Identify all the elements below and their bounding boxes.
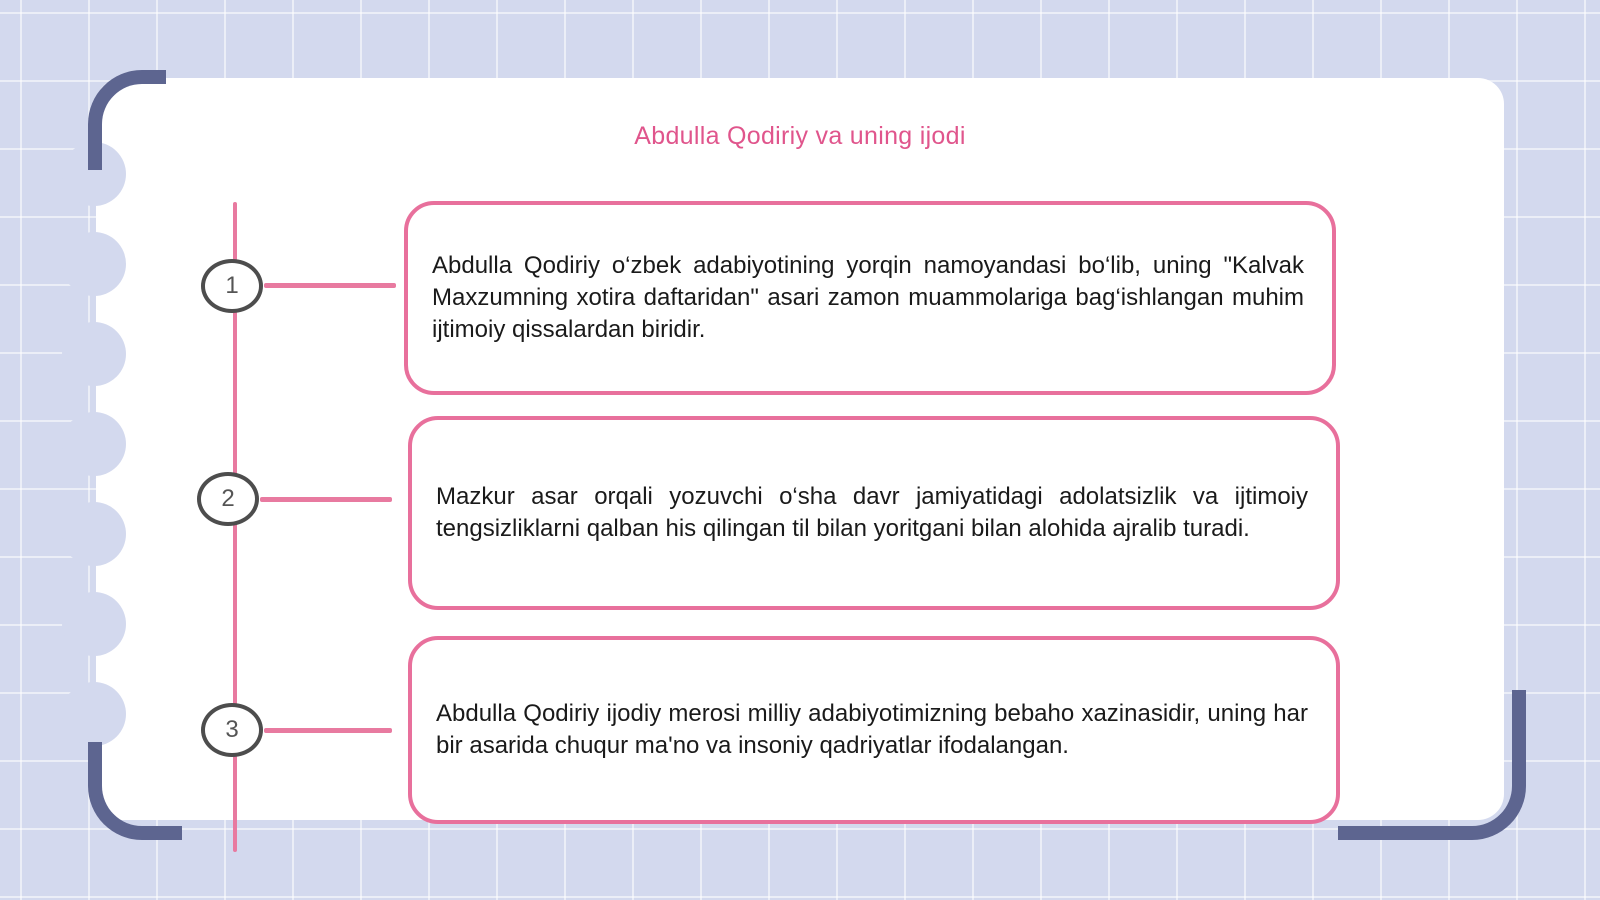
slide-title: Abdulla Qodiriy va uning ijodi [634,122,966,150]
corner-bracket-bottom-left [88,742,182,840]
scallop-decoration [62,592,126,656]
timeline-connector [260,497,392,502]
step-number-2: 2 [197,472,259,526]
timeline-box-1 [404,201,1336,395]
timeline-text-2: Mazkur asar orqali yozuvchi o‘sha davr jamiyatidagi adolatsizlik va ijtimoiy tengsizliklarni qalban his qilingan til bilan yoritgani bilan alohida ajralib turadi. [436,483,1308,542]
scallop-decoration [62,682,126,746]
timeline-box-3 [408,636,1340,824]
corner-bracket-top-left [88,70,166,170]
timeline-connector [264,283,396,288]
corner-bracket-bottom-right [1338,690,1526,840]
timeline-text-3: Abdulla Qodiriy ijodiy merosi milliy adabiyotimizning bebaho xazinasidir, uning har bir asarida chuqur ma'no va insoniy qadriyatlar ifodalangan. [436,700,1308,759]
timeline-box-2 [408,416,1340,610]
scallop-decoration [62,322,126,386]
timeline-text-1: Abdulla Qodiriy o‘zbek adabiyotining yorqin namoyandasi bo‘lib, uning "Kalvak Maxzumning xotira daftaridan" asari zamon muammolariga bag‘ishlangan muhim ijtimoiy qissalardan biridir. [432,252,1304,343]
scallop-decoration [62,412,126,476]
step-number-1: 1 [201,259,263,313]
timeline-connector [264,728,392,733]
scallop-decoration [62,232,126,296]
step-number-3: 3 [201,703,263,757]
scallop-decoration [62,502,126,566]
